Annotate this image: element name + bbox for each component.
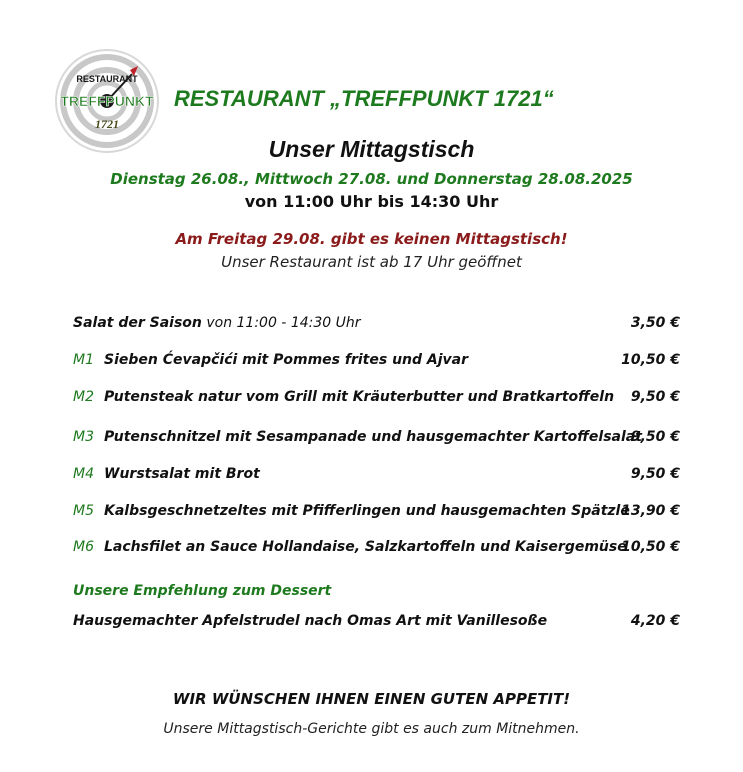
menu-item-name: Hausgemachter Apfelstrudel nach Omas Art mit Vanillesoße — [73, 613, 548, 629]
takeaway-note: Unsere Mittagstisch-Gerichte gibt es auch zum Mitnehmen. — [163, 721, 580, 737]
menu-item-price: 13,90 € — [621, 503, 680, 519]
menu-item-m1 — [73, 352, 680, 374]
menu-item-price: 9,50 € — [630, 429, 680, 445]
menu-item-extra: von 11:00 - 14:30 Uhr — [201, 315, 361, 331]
menu-item-name: Kalbsgeschnetzeltes mit Pfifferlingen und hausgemachten Spätzle — [104, 503, 630, 519]
logo-top-text: RESTAURANT — [76, 74, 138, 84]
menu-item-price: 9,50 € — [630, 466, 680, 482]
restaurant-title: RESTAURANT „TREFFPUNKT 1721“ — [174, 86, 554, 111]
menu-item-code: M5 — [73, 503, 94, 519]
menu-item-code: M1 — [73, 352, 94, 368]
menu-item-dessert — [73, 613, 680, 635]
menu-item-price: 4,20 € — [630, 613, 680, 629]
menu-item-code: M4 — [73, 466, 94, 482]
menu-item-code: M2 — [73, 389, 94, 405]
menu-item-code: M3 — [73, 429, 94, 445]
menu-item-name: Sieben Ćevapčići mit Pommes frites und Ajvar — [104, 352, 469, 368]
menu-item-name: Putenschnitzel mit Sesampanade und hausgemachter Kartoffelsalat — [104, 429, 642, 445]
menu-item-m6 — [73, 539, 680, 561]
menu-item-price: 10,50 € — [621, 352, 680, 368]
menu-item-name: Lachsfilet an Sauce Hollandaise, Salzkartoffeln und Kaisergemüse — [104, 539, 627, 555]
menu-item-name: Putensteak natur vom Grill mit Kräuterbutter und Bratkartoffeln — [104, 389, 615, 405]
menu-item-m4 — [73, 466, 680, 488]
logo-middle-text: TREFFPUNKT — [60, 93, 154, 109]
menu-dates: Dienstag 26.08., Mittwoch 27.08. und Donnerstag 28.08.2025 — [110, 170, 633, 188]
logo-year-text: 1721 — [95, 117, 119, 131]
dessert-heading: Unsere Empfehlung zum Dessert — [73, 583, 332, 599]
closing-greeting: WIR WÜNSCHEN IHNEN EINEN GUTEN APPETIT! — [172, 690, 571, 708]
menu-title: Unser Mittagstisch — [268, 136, 475, 162]
menu-item-code: M6 — [73, 539, 94, 555]
opening-note: Unser Restaurant ist ab 17 Uhr geöffnet — [221, 253, 522, 271]
menu-item-price: 3,50 € — [630, 315, 680, 331]
menu-hours: von 11:00 Uhr bis 14:30 Uhr — [244, 192, 499, 211]
menu-item-m2 — [73, 389, 680, 411]
closed-notice: Am Freitag 29.08. gibt es keinen Mittagstisch! — [175, 230, 568, 248]
menu-item-name: Wurstsalat mit Brot — [104, 466, 260, 482]
menu-item-name: Salat der Saison — [73, 315, 202, 331]
menu-item-price: 10,50 € — [621, 539, 680, 555]
menu-item-salad — [73, 315, 680, 337]
menu-item-m3 — [73, 429, 680, 451]
menu-item-price: 9,50 € — [630, 389, 680, 405]
menu-item-m5 — [73, 503, 680, 525]
